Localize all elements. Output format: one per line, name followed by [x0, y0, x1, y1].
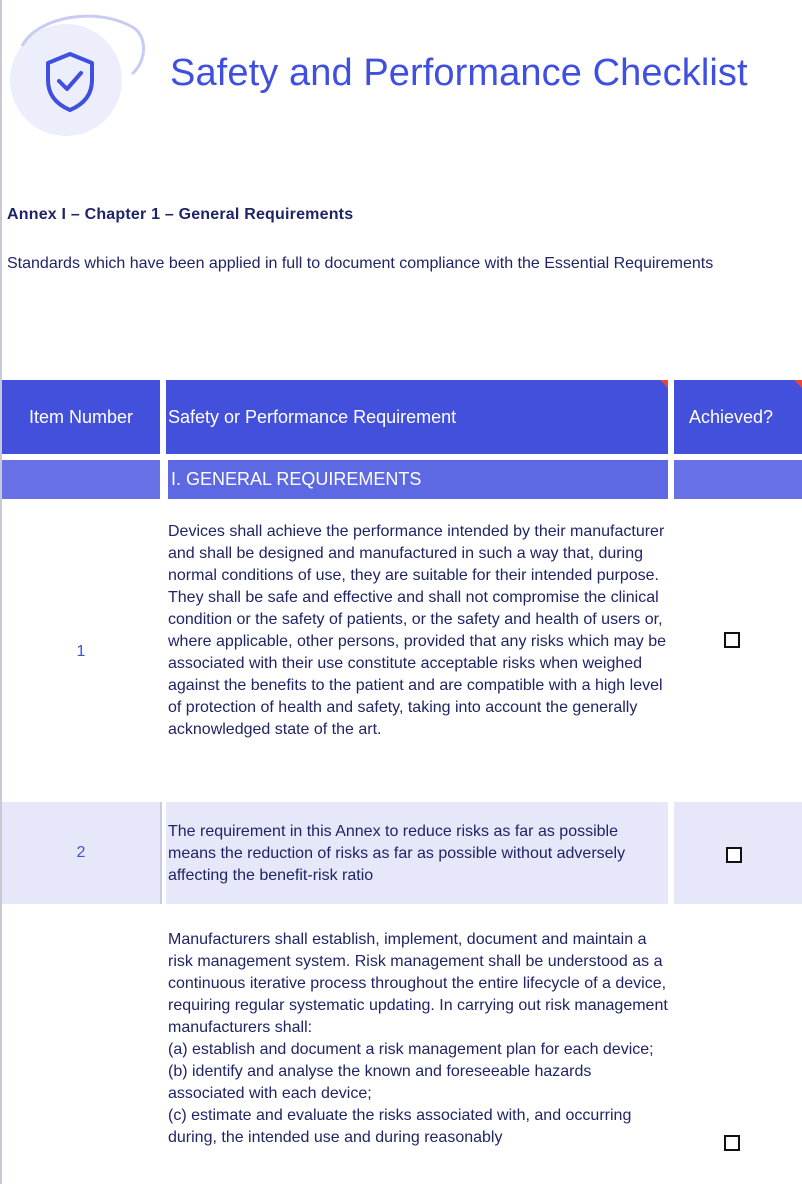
achieved-checkbox-1[interactable] [724, 632, 740, 648]
table-row-1-number: 1 [76, 643, 86, 660]
table-row-2-achieved [674, 847, 802, 863]
table-row-2-requirement: The requirement in this Annex to reduce risks as far as possible means the reduction of risks as far as possible without adversely affecting the benefit-risk ratio [168, 823, 626, 884]
shield-check-icon [8, 8, 148, 138]
column-header-requirement: Safety or Performance Requirement [166, 380, 668, 454]
achieved-checkbox-3[interactable] [724, 1135, 740, 1151]
table-row-1-achieved [674, 632, 802, 648]
comment-marker-icon [794, 380, 802, 388]
section-title: I. GENERAL REQUIREMENTS [166, 460, 668, 499]
column-divider [160, 802, 162, 904]
page-title: Safety and Performance Checklist [170, 52, 748, 94]
section-row-achieved-cell [674, 460, 802, 499]
comment-marker-icon [660, 380, 668, 388]
section-row-item-cell [2, 460, 160, 499]
logo [8, 8, 148, 138]
table-row-1-requirement: Devices shall achieve the performance intended by their manufacturer and shall be designed and manufactured in such a way that, during normal conditions of use, they are suitable for their intended purpose. They shall be safe and effective and shall not compromise the clinical condition or the safety of patients, or the safety and health of users or, where applicable, other persons, provided that any risks which may be associated with their use constitute acceptable risks when weighed against the benefits to the patient and are compatible with a high level of protection of health and safety, taking into account the generally acknowledged state of the art. [168, 523, 667, 738]
annex-heading: Annex I – Chapter 1 – General Requirements [7, 206, 354, 223]
achieved-checkbox-2[interactable] [726, 847, 742, 863]
table-row-3-achieved [674, 1135, 802, 1151]
table-row-3-requirement: Manufacturers shall establish, implement, document and maintain a risk management system. Risk management shall be understood as a continuous iterative process throughout the entire lifecycle of a device, requiring regular systematic updating. In carrying out risk management manufacturers shall: (a) establish and document a risk management plan for each device; (b) identify and analyse the known and foreseeable hazards associated with each device; (c) estimate and evaluate the risks associated with, and occurring during, the intended use and during reasonably [168, 931, 668, 1146]
standards-text: Standards which have been applied in full to document compliance with the Essential Requirements [7, 255, 714, 272]
column-header-achieved: Achieved? [674, 380, 802, 454]
column-header-item-number: Item Number [2, 380, 160, 454]
table-row-2-number: 2 [76, 844, 86, 861]
